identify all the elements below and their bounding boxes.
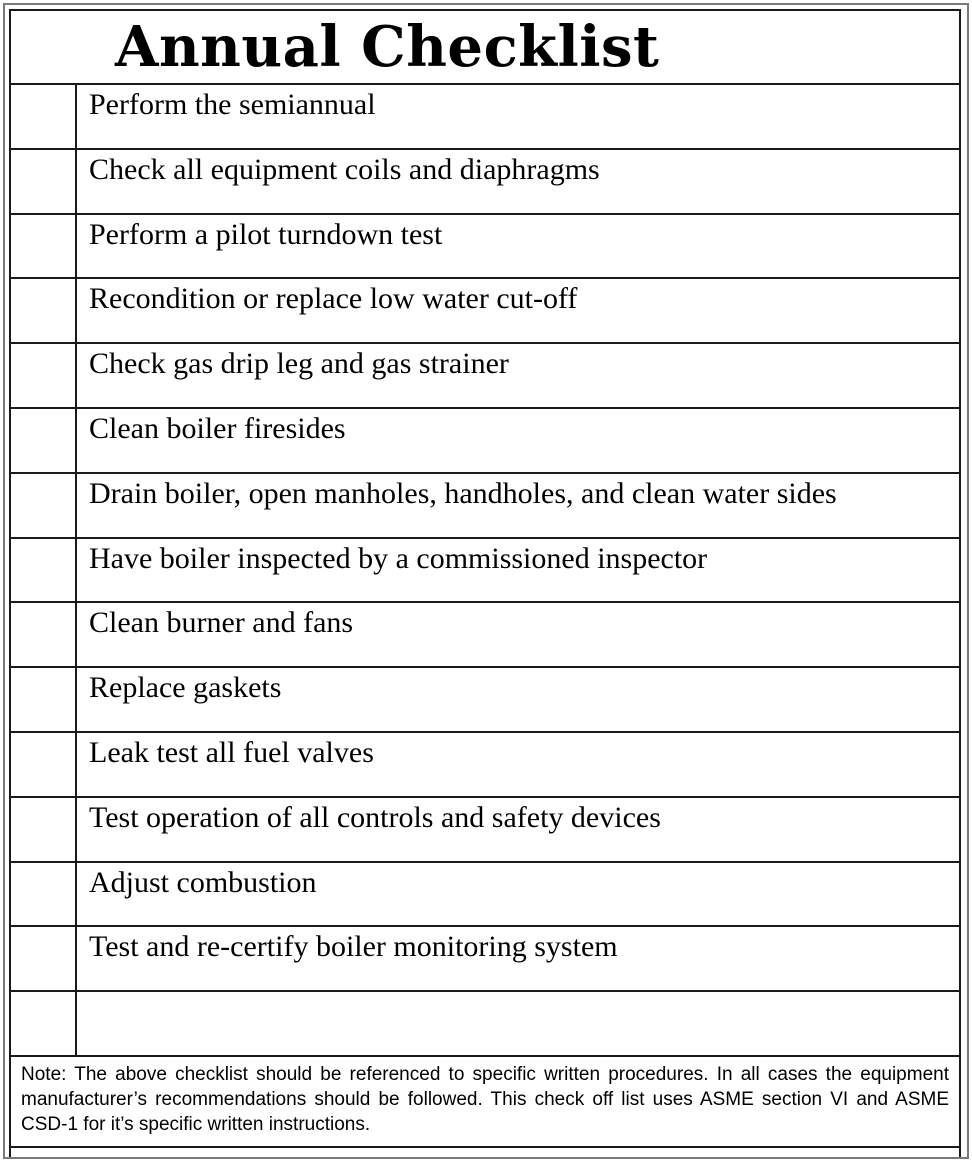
checklist-row <box>11 85 959 150</box>
checklist-row <box>11 150 959 215</box>
checklist-row <box>11 279 959 344</box>
task-label: Check all equipment coils and diaphragms <box>89 152 600 186</box>
task-label: Clean burner and fans <box>89 606 354 640</box>
check-box[interactable] <box>11 344 77 407</box>
checklist-rows <box>11 85 959 1057</box>
task-label: Adjust combustion <box>89 865 317 899</box>
check-box[interactable] <box>11 668 77 731</box>
check-box[interactable] <box>11 85 77 148</box>
check-box[interactable] <box>11 150 77 213</box>
task-label: Perform a pilot turndown test <box>89 217 443 251</box>
task-label: Have boiler inspected by a commissioned inspector <box>89 541 708 575</box>
checklist-row <box>11 474 959 539</box>
check-box[interactable] <box>11 279 77 342</box>
task-label: Test operation of all controls and safety devices <box>89 800 661 834</box>
checklist-row <box>11 863 959 928</box>
checklist-row <box>11 603 959 668</box>
checklist-table <box>9 9 961 1157</box>
checklist-row <box>11 927 959 992</box>
task-label: Test and re-certify boiler monitoring system <box>89 930 618 964</box>
page-title: Annual Checklist <box>115 14 660 80</box>
check-box[interactable] <box>11 474 77 537</box>
task-label: Perform the semiannual <box>89 88 376 121</box>
check-box[interactable] <box>11 992 77 1055</box>
check-box[interactable] <box>11 215 77 278</box>
checklist-row <box>11 798 959 863</box>
check-box[interactable] <box>11 798 77 861</box>
task-label: Replace gaskets <box>89 671 282 705</box>
title-row <box>11 11 959 85</box>
checklist-row-empty <box>11 992 959 1057</box>
task-label: Check gas drip leg and gas strainer <box>89 347 509 381</box>
checklist-row <box>11 344 959 409</box>
task-label: Recondition or replace low water cut-off <box>89 282 578 316</box>
check-box[interactable] <box>11 733 77 796</box>
checklist-row <box>11 668 959 733</box>
check-box[interactable] <box>11 927 77 990</box>
check-box[interactable] <box>11 863 77 926</box>
task-label: Clean boiler firesides <box>89 411 346 445</box>
note-text: Note: The above checklist should be referenced to specific written procedures. In all cases the equipment manufacturer’s recommendations should be followed. This check off list uses ASME section VI and ASME CSD-1 for it’s specific written instructions. <box>9 1052 961 1148</box>
task-label: Drain boiler, open manholes, handholes, and clean water sides <box>89 476 837 510</box>
task-label: Leak test all fuel valves <box>89 735 374 769</box>
checklist-row <box>11 733 959 798</box>
checklist-row <box>11 539 959 604</box>
check-box[interactable] <box>11 409 77 472</box>
check-box[interactable] <box>11 539 77 602</box>
checklist-row <box>11 215 959 280</box>
checklist-row <box>11 409 959 474</box>
check-box[interactable] <box>11 603 77 666</box>
